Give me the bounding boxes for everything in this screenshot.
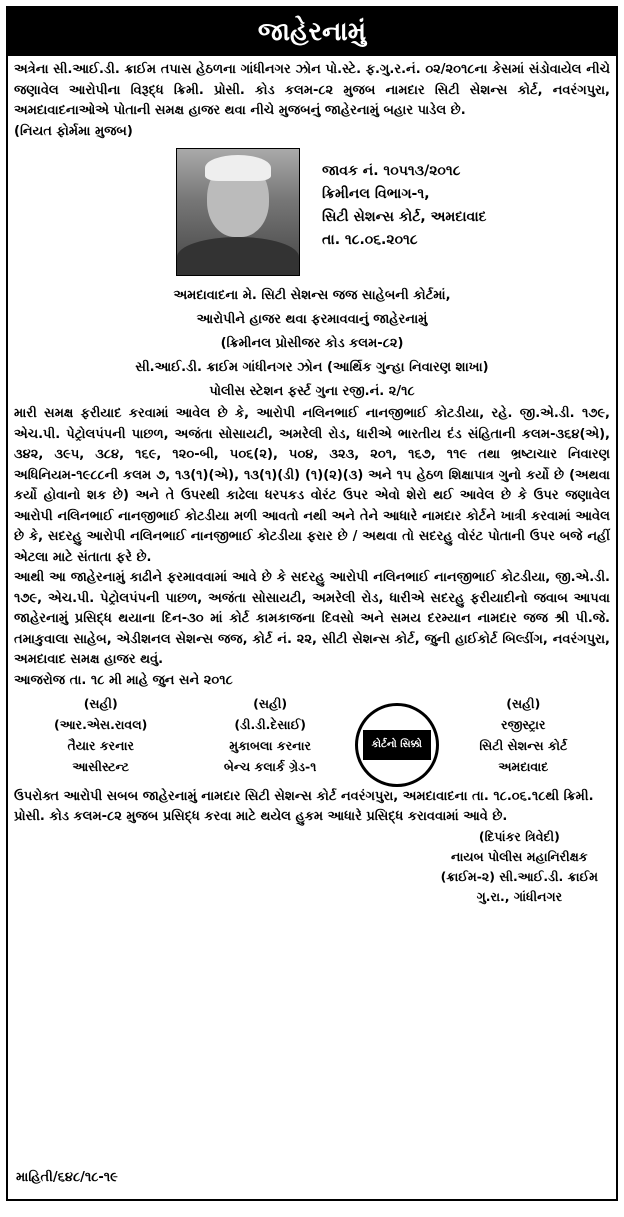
heading-section: (ક્રિમીનલ પ્રોસીજર કોડ કલમ-૮૨) [220,336,404,351]
court-seal-text: કોર્ટનો સિક્કો [363,730,431,760]
signature-row [8,693,616,787]
complaint-paragraph: મારી સમક્ષ ફરીયાદ કરવામાં આવેલ છે કે, આરોપી નલિનભાઈ નાનજીભાઈ કોટડીયા, રહે. જી.એ.ડી. ૧૭૯, એચ.પી. પેટ્રોલપંપની પાછળ, અજંતા સોસાયટી, અમરેલી રોડ, ધારીએ ભારતીય દંડ સંહિતાની કલમ-૩૬૪(એ), ૩૪૨, ૩૯૫, ૩૮૪, ૧૬૯, ૧૨૦-બી, ૫૦૬(૨), ૫૦૪, ૩૨૩, ૨૦૧, ૧૬૭, ૧૧૯ તથા ભ્રષ્ટાચાર નિવારણ અધિનિયમ-૧૯૮૮ની કલમ ૭, ૧૩(૧)(એ), ૧૩(૧)(ડી) (૧)(૨)(૩) અને ૧૫ હેઠળ શિક્ષાપાત્ર ગુનો કર્યો છે (અથવા કર્યો હોવાનો શક છે) અને તે ઉપરથી કાઢેલા ધરપકડ વોરંટ ઉપર એવો શેરો થઈ આવેલ છે કે ઉપર જણાવેલ આરોપી નલિનભાઈ નાનજીભાઈ કોટડીયા મળી આવતો નથી અને તેને આધારે નામદાર કોર્ટને ખાત્રી કરવામાં આવેલ છે કે, સદરહુ આરોપી નલિનભાઈ નાનજીભાઈ કોટડીયા ફરાર છે / અથવા તો સદરહુ વોરંટ પોતાની ઉપર બજે નહીં એટલા માટે સંતાતા ફરે છે. [14,406,610,565]
notice-title: જાહેરનામું [8,8,616,56]
officer-title: નાયબ પોલીસ મહાનિરીક્ષક [451,849,588,864]
officer-name: (દિપાંકર ત્રિવેદી) [478,829,560,844]
reference-date: તા. ૧૮.૦૬.૨૦૧૮ [322,232,418,248]
signatory-title: અમદાવાદ [498,759,549,774]
closing-paragraph: ઉપરોક્ત આરોપી સબબ જાહેરનામું નામદાર સિટી સેશન્સ કોર્ટ નવરંગપુરા, અમદાવાદના તા. ૧૮.૦૬.૧૮થી ક્રિમી. પ્રોસી. કોડ કલમ-૮૨ મુજબ પ્રસિદ્ધ કરવા માટે થયેલ હુકમ આધારે પ્રસિદ્ધ કરાવવામાં આવે છે. [14,789,594,824]
department: ક્રિમીનલ વિભાગ-૧, [322,186,430,202]
sign-label: (સહી) [506,696,541,711]
signature-clerk [185,693,354,787]
sign-label: (સહી) [83,696,118,711]
officer-dept: (ક્રાઈમ-૨) સી.આઈ.ડી. ક્રાઈમ [440,869,598,884]
closing-section [8,787,616,904]
reference-block [300,148,487,252]
signatory-name: (આર.એસ.રાવલ) [54,717,148,732]
signature-assistant [16,693,185,787]
court-name: સિટી સેશન્સ કોર્ટ, અમદાવાદ [322,209,487,225]
info-number: માહિતી/૬૪૮/૧૮-૧૯ [16,1170,118,1185]
heading-case: પોલીસ સ્ટેશન ફર્સ્ટ ગુના રજી.નં. ૨/૧૮ [209,384,415,399]
signatory-role: તૈયાર કરનાર [67,738,134,753]
signatory-name: (ડી.ડી.દેસાઈ) [234,717,306,732]
sign-label: (સહી) [253,696,288,711]
court-seal [355,703,439,787]
intro-section [8,60,616,142]
order-paragraph: આથી આ જાહેરનામું કાઢીને ફરમાવવામાં આવે છે કે સદરહુ આરોપી નલિનભાઈ નાનજીભાઈ કોટડીયા, જી.એ.ડી. ૧૭૯, એચ.પી. પેટ્રોલપંપની પાછળ, અજંતા સોસાયટી, અમરેલી રોડ, ધારીએ સદરહુ ફરીયાદીનો જવાબ આપવા જાહેરનામું પ્રસિદ્ધ થયાના દિન-૩૦ માં કોર્ટ કામકાજના દિવસો અને સમય દરમ્યાન નામદાર જજ શ્રી પી.જે. તમાકુવાલા સાહેબ, એડીશનલ સેશન્સ જજ, કોર્ટ નં. ૨૨, સીટી સેશન્સ કોર્ટ, જુની હાઈકોર્ટ બિલ્ડીંગ, નવરંગપુરા, અમદાવાદ સમક્ષ હાજર થવું. [14,570,610,667]
intro-paragraph: અત્રેના સી.આઈ.ડી. ક્રાઈમ તપાસ હેઠળના ગાંધીનગર ઝોન પો.સ્ટે. ફ.ગુ.ર.નં. ૦૨/૨૦૧૮ના કેસમાં સંડોવાયેલ નીચે જણાવેલ આરોપીના વિરૂદ્ધ ક્રિમી. પ્રોસી. કોડ કલમ-૮૨ મુજબ નામદાર સિટી સેશન્સ કોર્ટ, નવરંગપુરા, અમદાવાદનાઓએ પોતાની સમક્ષ હાજર થવા નીચે મુજબનું જાહેરનામું બહાર પાડેલ છે. [14,62,610,118]
officer-place: ગુ.રા., ગાંધીનગર [476,889,563,904]
intro-note: (નિયત ફોર્મમા મુજબ) [14,123,133,139]
officer-block [441,827,598,907]
signatory-title: આસીસ્ટન્ટ [72,759,130,774]
outward-number: જાવક નં. ૧૦૫૧૩/૨૦૧૮ [322,163,461,179]
heading-notice: આરોપીને હાજર થવા ફરમાવવાનું જાહેરનામું [196,312,428,327]
notice-page [6,6,618,1201]
signatory-name: રજીસ્ટ્રાર [501,717,546,732]
heading-zone: સી.આઈ.ડી. ક્રાઈમ ગાંધીનગર ઝોન (આર્થિક ગુન્હા નિવારણ શાખા) [135,360,489,375]
notice-headings [8,284,616,404]
accused-block [8,142,616,276]
accused-photo [176,148,300,276]
signatory-title: બેન્ચ કલાર્ક ગ્રેડ-૧ [223,759,317,774]
signatory-role: મુકાબલા કરનાર [229,738,311,753]
signatory-role: સિટી સેશન્સ કોર્ટ [479,738,568,753]
issue-date: આજરોજ તા. ૧૮ મી માહે જુન સને ૨૦૧૮ [14,672,233,688]
heading-court: અમદાવાદના મે. સિટી સેશન્સ જજ સાહેબની કોર્ટમાં, [173,288,451,303]
signature-registrar [439,693,608,787]
main-body [8,404,616,691]
